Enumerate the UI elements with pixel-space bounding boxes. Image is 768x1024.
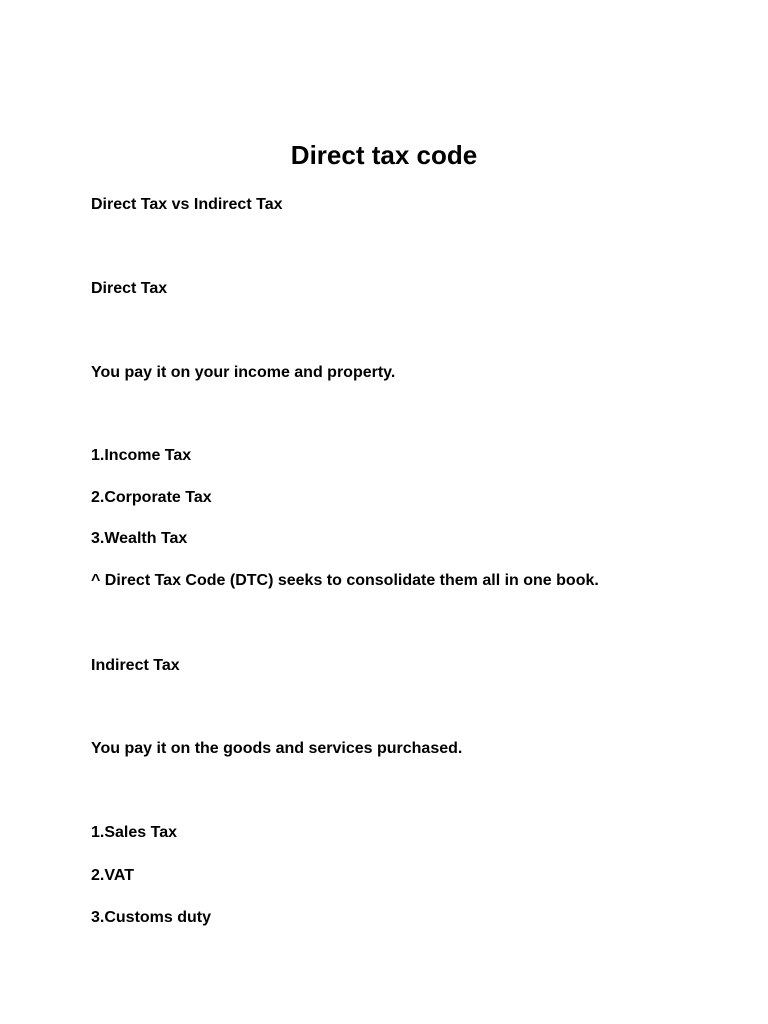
indirect-tax-item: 3.Customs duty bbox=[91, 909, 212, 926]
indirect-tax-item: 1.Sales Tax bbox=[91, 824, 177, 841]
indirect-tax-item: 2.VAT bbox=[91, 867, 134, 884]
direct-tax-description: You pay it on your income and property. bbox=[91, 364, 396, 381]
indirect-tax-heading: Indirect Tax bbox=[91, 657, 180, 674]
document-subtitle: Direct Tax vs Indirect Tax bbox=[91, 196, 283, 213]
direct-tax-item: 3.Wealth Tax bbox=[91, 530, 188, 547]
document-title: Direct tax code bbox=[290, 140, 478, 170]
direct-tax-heading: Direct Tax bbox=[91, 280, 168, 297]
direct-tax-note: ^ Direct Tax Code (DTC) seeks to consolidate them all in one book. bbox=[91, 572, 599, 589]
direct-tax-item: 2.Corporate Tax bbox=[91, 489, 212, 506]
indirect-tax-description: You pay it on the goods and services purchased. bbox=[91, 740, 463, 757]
direct-tax-item: 1.Income Tax bbox=[91, 447, 192, 464]
